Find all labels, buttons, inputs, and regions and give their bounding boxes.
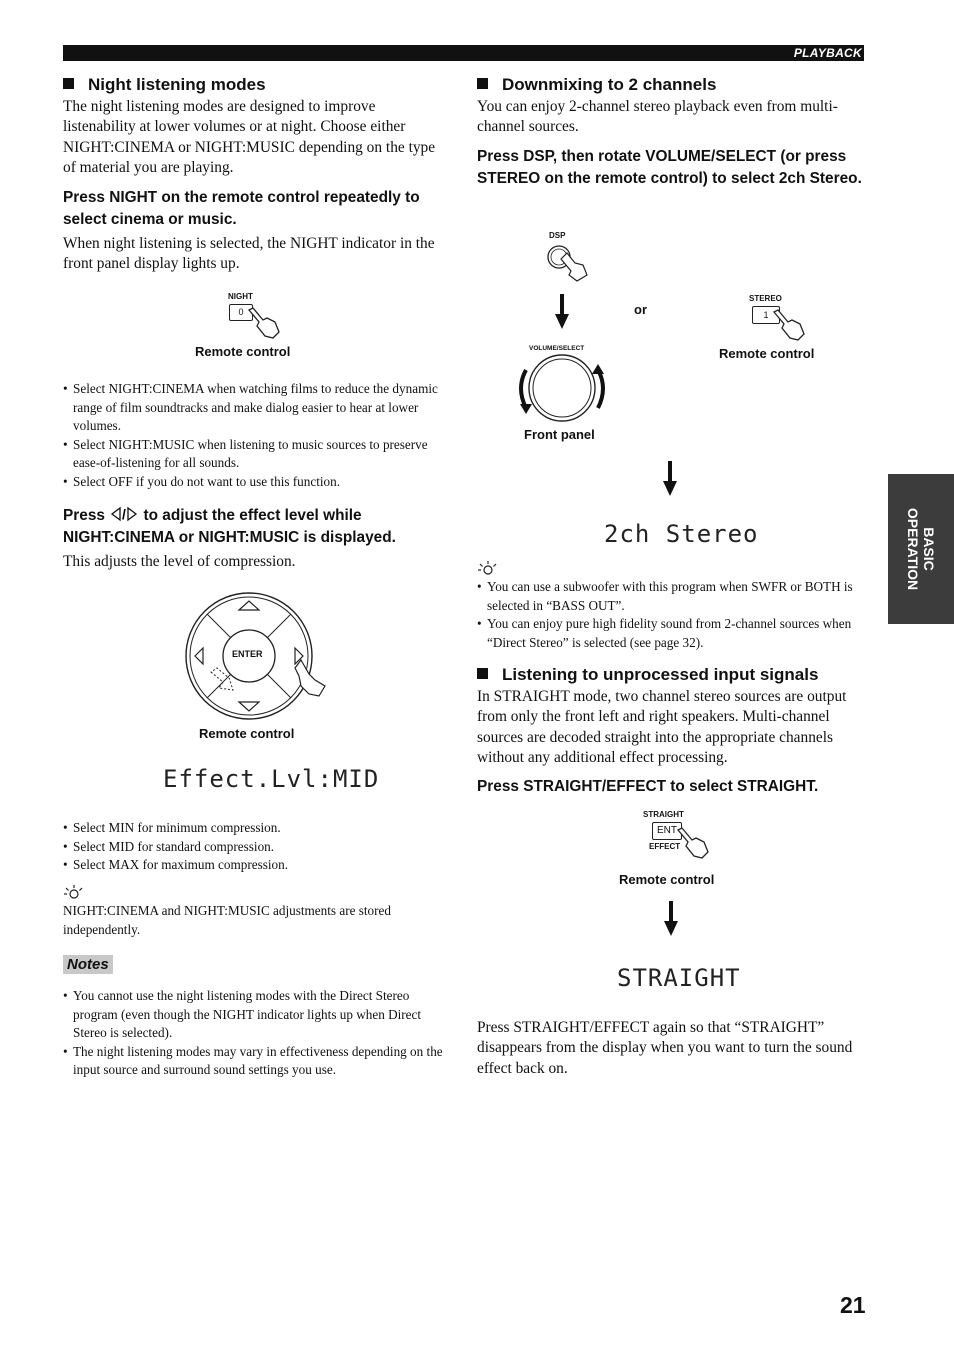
- night-bullets2: [63, 819, 449, 875]
- header-bar: [63, 45, 864, 61]
- list-item: • Select NIGHT:MUSIC when listening to music sources to preserve ease-of-listening for all sounds.: [63, 436, 449, 473]
- downmix-step: Press DSP, then rotate VOLUME/SELECT (or press STEREO on the remote control) to select 2ch Stereo.: [477, 148, 862, 187]
- hand-press-icon: [243, 306, 283, 342]
- stereo-remote-caption: Remote control: [719, 346, 815, 361]
- enter-button[interactable]: ENTER: [232, 649, 263, 659]
- night-step2: Press / to adjust the effect level while NIGHT:CINEMA or NIGHT:MUSIC is displayed.: [63, 506, 396, 546]
- stereo-key-button[interactable]: 1: [752, 306, 780, 324]
- lcd-display-effect: Effect.Lvl:MID: [163, 765, 380, 793]
- notes-label: Notes: [63, 955, 113, 974]
- list-item: • Select MID for standard compression.: [63, 838, 449, 857]
- night-tip: NIGHT:CINEMA and NIGHT:MUSIC adjustments are stored independently.: [63, 903, 391, 937]
- downmix-heading: Downmixing to 2 channels: [477, 75, 716, 95]
- effect-key-label: EFFECT: [649, 842, 681, 851]
- night-step1: Press NIGHT on the remote control repeatedly to select cinema or music.: [63, 189, 420, 228]
- left-right-arrows-icon: [109, 506, 139, 522]
- night-intro: The night listening modes are designed to improve listenability at lower volumes or at night. Choose either NIGHT:CINEMA or NIGHT:MUSIC depending on the type of material you are playing.: [63, 98, 436, 177]
- straight-step: Press STRAIGHT/EFFECT to select STRAIGHT.: [477, 778, 819, 795]
- dsp-label: DSP: [549, 231, 566, 240]
- lcd-display-2ch: 2ch Stereo: [604, 520, 759, 548]
- night-step1-desc: When night listening is selected, the NIGHT indicator in the front panel display lights up.: [63, 235, 435, 273]
- front-panel-caption: Front panel: [524, 427, 595, 442]
- down-arrow-icon: [660, 461, 680, 497]
- or-label: or: [634, 302, 647, 317]
- heading-square-icon: [63, 78, 74, 89]
- night-step2-desc: This adjusts the level of compression.: [63, 553, 296, 570]
- list-item: • You cannot use the night listening modes with the Direct Stereo program (even though the NIGHT indicator lights up when Direct Stereo is selected).: [63, 987, 453, 1043]
- night-notes: [63, 987, 453, 1080]
- list-item: • You can use a subwoofer with this program when SWFR or BOTH is selected in “BASS OUT”.: [477, 578, 867, 615]
- straight-heading: Listening to unprocessed input signals: [477, 665, 818, 685]
- side-tab-line2: OPERATION: [905, 507, 921, 591]
- list-item: • Select NIGHT:CINEMA when watching films to reduce the dynamic range of film soundtracks and make dialog easier to hear at lower volumes.: [63, 380, 449, 436]
- downmix-tips: [477, 578, 867, 652]
- stereo-label: STEREO: [749, 294, 782, 303]
- straight-remote-caption: Remote control: [619, 872, 715, 887]
- straight-outro: Press STRAIGHT/EFFECT again so that “STRAIGHT” disappears from the display when you want to turn the sound effect back on.: [477, 1019, 853, 1077]
- list-item: • The night listening modes may vary in effectiveness depending on the input source and surround sound settings you use.: [63, 1043, 453, 1080]
- list-item: • Select OFF if you do not want to use this function.: [63, 473, 449, 492]
- tip-bulb-icon: [63, 884, 83, 900]
- side-tab-line1: BASIC: [921, 527, 937, 571]
- straight-intro: In STRAIGHT mode, two channel stereo sources are output from only the front left and right speakers. Multi-channel sources are decoded straight into the appropriate channels without any additional effect processing.: [477, 688, 847, 767]
- down-arrow-icon: [661, 901, 681, 937]
- volume-select-knob[interactable]: [514, 352, 610, 424]
- night-key-label: NIGHT: [228, 292, 253, 301]
- downmix-intro: You can enjoy 2-channel stereo playback even from multi-channel sources.: [477, 98, 838, 136]
- heading-square-icon: [477, 78, 488, 89]
- dsp-button[interactable]: [545, 243, 591, 283]
- list-item: • Select MAX for maximum compression.: [63, 856, 449, 875]
- side-tab: [888, 474, 954, 624]
- volume-select-label: VOLUME/SELECT: [529, 345, 585, 352]
- hand-press-icon: [672, 826, 712, 862]
- arrow-slash: /: [122, 506, 127, 522]
- night-heading: Night listening modes: [63, 75, 266, 95]
- list-item: • Select MIN for minimum compression.: [63, 819, 449, 838]
- heading-square-icon: [477, 668, 488, 679]
- night-bullets1: [63, 380, 449, 491]
- list-item: • You can enjoy pure high fidelity sound from 2-channel sources when “Direct Stereo” is selected (see page 32).: [477, 615, 867, 652]
- side-tab-label: [905, 508, 937, 590]
- down-arrow-icon: [552, 294, 572, 330]
- night-key-button[interactable]: 0: [229, 304, 253, 321]
- fig2-caption: Remote control: [199, 726, 295, 741]
- hand-press-icon: [768, 308, 808, 344]
- tip-bulb-icon: [477, 560, 497, 576]
- straight-effect-button[interactable]: ENT: [652, 822, 682, 840]
- page-number: 21: [840, 1292, 866, 1318]
- lcd-display-straight: STRAIGHT: [617, 964, 741, 992]
- fig1-caption: Remote control: [195, 344, 291, 359]
- straight-key-label: STRAIGHT: [643, 810, 684, 819]
- section-label: PLAYBACK: [793, 46, 862, 60]
